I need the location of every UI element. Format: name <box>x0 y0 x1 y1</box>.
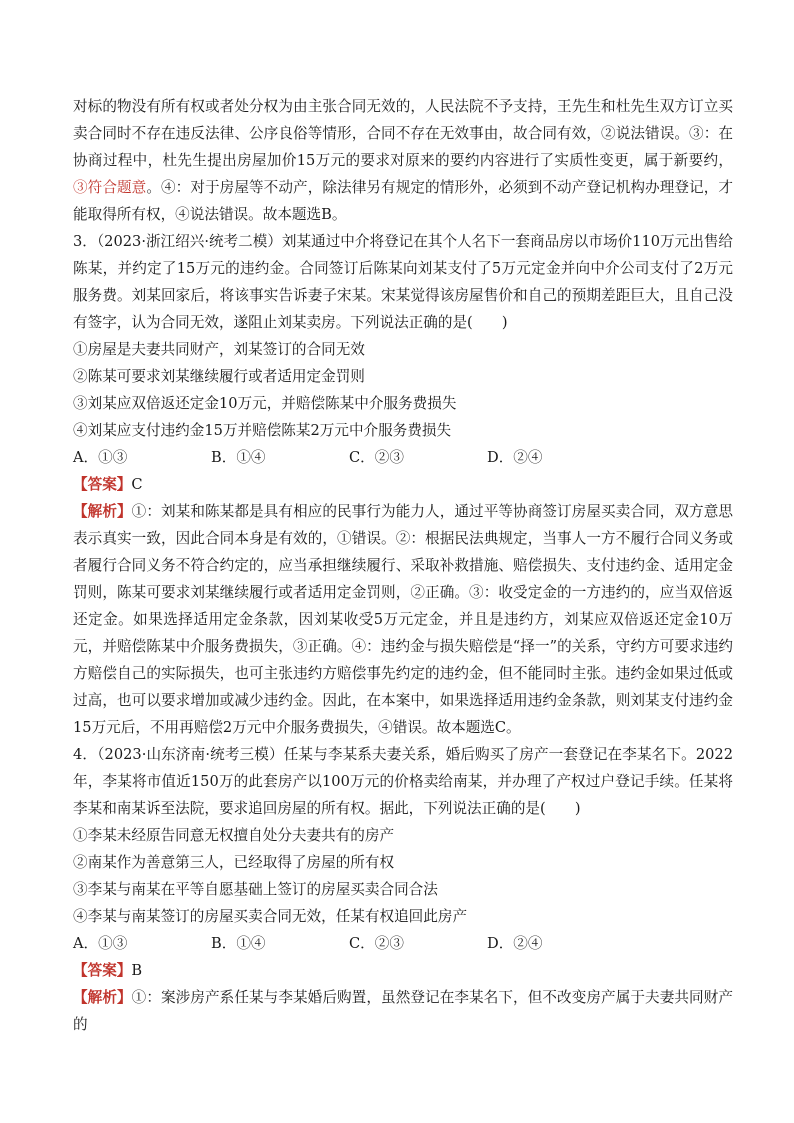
question-3-analysis <box>73 498 733 741</box>
question-4-statement-2: ②南某作为善意第三人，已经取得了房屋的所有权 <box>73 854 395 871</box>
answer-value: B <box>131 962 143 979</box>
analysis-text: ①：案涉房产系任某与李某婚后购置，虽然登记在李某名下，但不改变房产属于夫妻共同财产的 <box>73 989 733 1033</box>
question-3-statement-1: ①房屋是夫妻共同财产，刘某签订的合同无效 <box>73 341 365 358</box>
question-4-answer <box>73 957 733 984</box>
option-b: B．①④ <box>211 935 266 952</box>
answer-value: C <box>131 476 143 493</box>
option-b: B．①④ <box>211 449 266 466</box>
question-3-options <box>73 444 733 471</box>
question-4-statement-4: ④李某与南某签订的房屋买卖合同无效，任某有权追回此房产 <box>73 908 468 925</box>
question-3-statement-3: ③刘某应双倍返还定金10万元，并赔偿陈某中介服务费损失 <box>73 395 457 412</box>
question-3-statement-2: ②陈某可要求刘某继续履行或者适用定金罚则 <box>73 368 365 385</box>
analysis-tag: 【解析】 <box>73 503 132 520</box>
option-d: D．②④ <box>487 935 543 952</box>
document-page <box>73 93 733 1038</box>
highlight-text: ③符合题意 <box>73 179 147 196</box>
question-3-statement-4: ④刘某应支付违约金15万并赔偿陈某2万元中介服务费损失 <box>73 422 452 439</box>
answer-tag: 【答案】 <box>73 476 132 493</box>
question-4-analysis <box>73 984 733 1038</box>
option-d: D．②④ <box>487 449 543 466</box>
question-4-statement-3: ③李某与南某在平等自愿基础上签订的房屋买卖合同合法 <box>73 881 438 898</box>
question-4-stem: 4．（2023·山东济南·统考三模）任某与李某系夫妻关系，婚后购买了房产一套登记在李某名下。2022年，李某将市值近150万的此套房产以100万元的价格卖给南某，并办理了产权过户登记手续。任某将李某和南某诉至法院，要求追回房屋的所有权。据此，下列说法正确的是( ) <box>73 746 733 817</box>
analysis-tag: 【解析】 <box>73 989 132 1006</box>
option-c: C．②③ <box>349 449 404 466</box>
question-3-answer <box>73 471 733 498</box>
question-4-statement-1: ①李某未经原告同意无权擅自处分夫妻共有的房产 <box>73 827 395 844</box>
analysis-text: 对标的物没有所有权或者处分权为由主张合同无效的，人民法院不予支持，王先生和杜先生双方订立买卖合同时不存在违反法律、公序良俗等情形，合同不存在无效事由，故合同有效，②说法错误。③：在协商过程中，杜先生提出房屋加价15万元的要求对原来的要约内容进行了实质性变更，属于新要约， <box>73 98 733 169</box>
analysis-text: 。④：对于房屋等不动产，除法律另有规定的情形外，必须到不动产登记机构办理登记，才能取得所有权，④说法错误。故本题选B。 <box>73 179 733 223</box>
question-4-options <box>73 930 733 957</box>
option-a: A．①③ <box>73 935 128 952</box>
answer-tag: 【答案】 <box>73 962 132 979</box>
question-3-stem: 3．（2023·浙江绍兴·统考二模）刘某通过中介将登记在其个人名下一套商品房以市场价110万元出售给陈某，并约定了15万元的违约金。合同签订后陈某向刘某支付了5万元定金并向中介公司支付了2万元服务费。刘某回家后，将该事实告诉妻子宋某。宋某觉得该房屋售价和自己的预期差距巨大，且自己没有签字，认为合同无效，遂阻止刘某卖房。下列说法正确的是( ) <box>73 233 734 331</box>
analysis-text: ①：刘某和陈某都是具有相应的民事行为能力人，通过平等协商签订房屋买卖合同，双方意思表示真实一致，因此合同本身是有效的，①错误。②：根据民法典规定，当事人一方不履行合同义务或者履行合同义务不符合约定的，应当承担继续履行、采取补救措施、赔偿损失、支付违约金、适用定金罚则，陈某可要求刘某继续履行或者适用定金罚则，②正确。③：收受定金的一方违约的，应当双倍返还定金。如果选择适用定金条款，因刘某收受5万元定金，并且是违约方，刘某应双倍返还定金10万元，并赔偿陈某中介服务费损失，③正确。④：违约金与损失赔偿是“择一”的关系，守约方可要求违约方赔偿自己的实际损失，也可主张违约方赔偿事先约定的违约金，但不能同时主张。违约金如果过低或过高，也可以要求增加或减少违约金。因此，在本案中，如果选择适用违约金条款，则刘某支付违约金15万元后，不用再赔偿2万元中介服务费损失，④错误。故本题选C。 <box>73 503 733 736</box>
option-c: C．②③ <box>349 935 404 952</box>
prev-analysis-continuation <box>73 93 733 228</box>
option-a: A．①③ <box>73 449 128 466</box>
